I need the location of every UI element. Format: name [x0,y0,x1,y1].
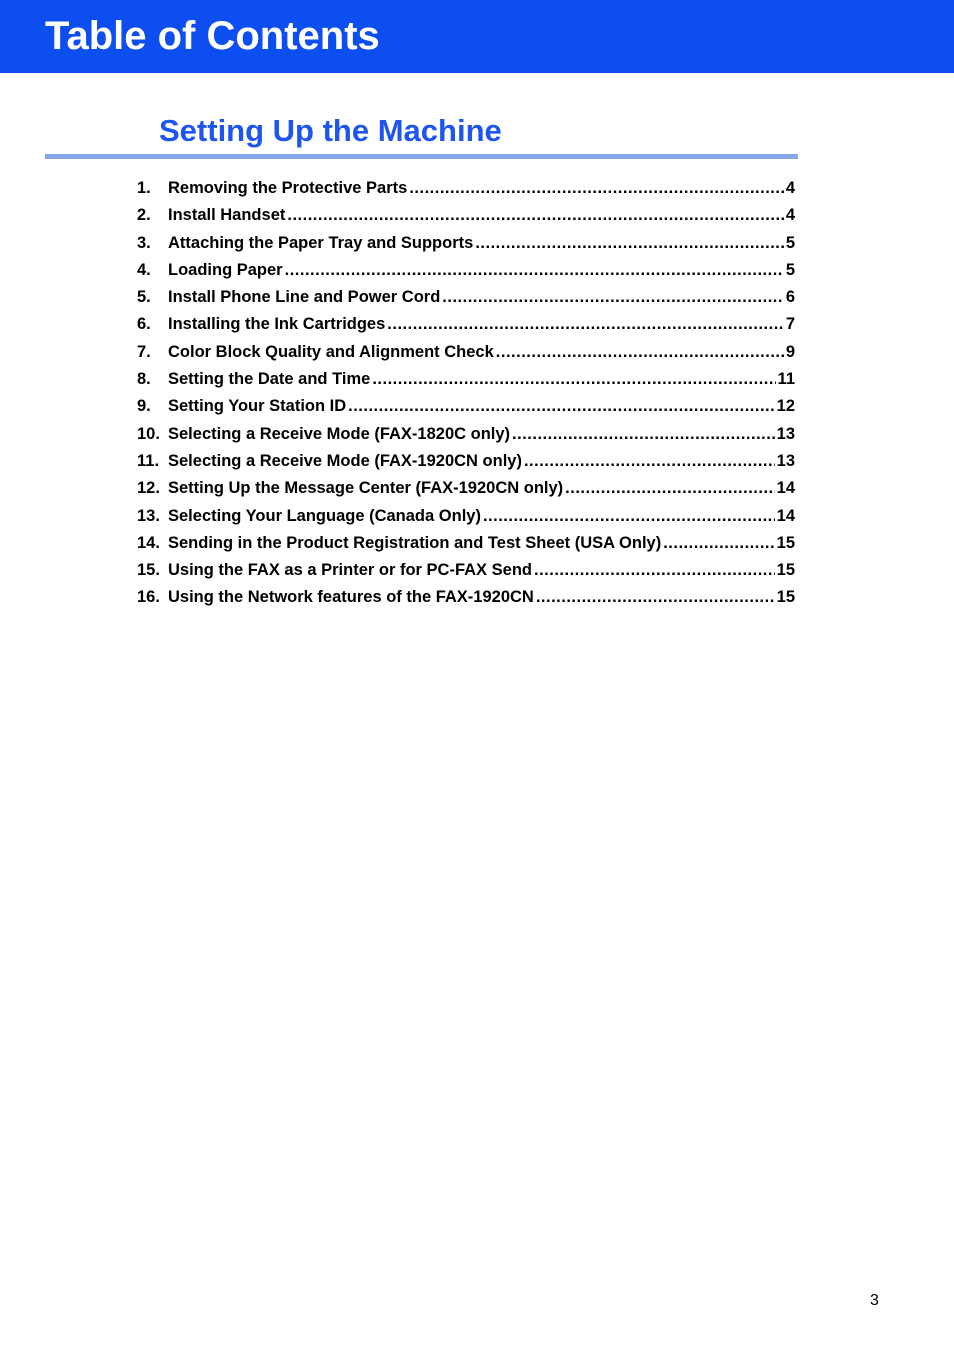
dot-leader [348,393,775,420]
toc-entry-page: 11 [777,370,795,389]
toc-entry-number: 8. [137,370,151,389]
toc-entry-title: Install Handset [168,206,286,225]
toc-entry-number: 15. [137,561,160,580]
toc-entry[interactable] [137,230,795,257]
toc-entry[interactable] [137,339,795,366]
toc-entry-number: 4. [137,260,151,279]
toc-entry-page: 9 [785,342,795,361]
toc-entry[interactable] [137,284,795,311]
dot-leader [483,503,775,530]
dot-leader [534,557,775,584]
toc-entry-title: Selecting a Receive Mode (FAX-1920CN only) [168,451,522,470]
toc-entry[interactable] [137,311,795,338]
toc-entry-number: 11. [137,451,160,470]
toc-entry[interactable] [137,503,795,530]
toc-entry[interactable] [137,175,795,202]
toc-entry-number: 16. [137,588,160,607]
dot-leader [387,311,784,338]
toc-entry-title: Using the Network features of the FAX-1920CN [168,588,534,607]
toc-entry-number: 10. [137,424,160,443]
dot-leader [512,421,775,448]
toc-entry-page: 7 [785,315,795,334]
dot-leader [409,175,783,202]
toc-entry-title: Attaching the Paper Tray and Supports [168,233,474,252]
dot-leader [565,475,774,502]
toc-entry-number: 13. [137,506,160,525]
toc-entry-page: 14 [776,479,795,498]
toc-entry[interactable] [137,393,795,420]
dot-leader [442,284,784,311]
dot-leader [496,339,784,366]
toc-entry-number: 9. [137,397,151,416]
toc-entry-page: 15 [776,561,795,580]
toc-entry-title: Setting the Date and Time [168,370,371,389]
toc-entry[interactable] [137,257,795,284]
toc-entry-title: Sending in the Product Registration and Test Sheet (USA Only) [168,533,662,552]
toc-entry-number: 3. [137,233,151,252]
dot-leader [536,584,775,611]
toc-entry-number: 14. [137,533,160,552]
toc-entry-title: Installing the Ink Cartridges [168,315,386,334]
toc-entry-title: Removing the Protective Parts [168,179,408,197]
toc-entry[interactable] [137,530,795,557]
toc-entry[interactable] [137,421,795,448]
toc-entry-page: 4 [785,179,795,197]
dot-leader [475,230,784,257]
page-number: 3 [870,1292,879,1309]
toc-entry-title: Selecting Your Language (Canada Only) [168,506,481,525]
dot-leader [524,448,775,475]
toc-entry-page: 13 [776,424,795,443]
toc-entry-number: 2. [137,206,151,225]
table-of-contents [137,175,795,612]
toc-entry[interactable] [137,202,795,229]
toc-entry-title: Setting Up the Message Center (FAX-1920CN only) [168,479,564,498]
toc-entry-title: Using the FAX as a Printer or for PC-FAX Send [168,561,532,580]
toc-entry-page: 13 [776,451,795,470]
dot-leader [285,257,784,284]
dot-leader [287,202,783,229]
toc-entry-page: 14 [776,506,795,525]
toc-entry-number: 12. [137,479,160,498]
toc-entry[interactable] [137,584,795,611]
toc-entry-page: 12 [776,397,795,416]
toc-entry[interactable] [137,366,795,393]
toc-entry[interactable] [137,475,795,502]
section-heading: Setting Up the Machine [159,113,502,148]
toc-entry-number: 5. [137,288,151,307]
toc-entry-page: 15 [776,533,795,552]
title-banner [0,0,954,73]
toc-entry-number: 1. [137,179,151,197]
toc-entry-title: Color Block Quality and Alignment Check [168,342,494,361]
section-divider [45,154,798,159]
dot-leader [372,366,775,393]
toc-entry-title: Setting Your Station ID [168,397,347,416]
toc-entry-page: 15 [776,588,795,607]
toc-entry-page: 4 [785,206,795,225]
toc-entry-title: Loading Paper [168,260,283,279]
toc-entry-title: Selecting a Receive Mode (FAX-1820C only) [168,424,511,443]
toc-entry-page: 6 [785,288,795,307]
toc-entry-title: Install Phone Line and Power Cord [168,288,441,307]
toc-entry-number: 6. [137,315,151,334]
toc-entry[interactable] [137,557,795,584]
toc-entry-page: 5 [785,233,795,252]
page-title: Table of Contents [45,14,380,58]
toc-entry-page: 5 [785,260,795,279]
toc-entry-number: 7. [137,342,151,361]
toc-entry[interactable] [137,448,795,475]
dot-leader [663,530,774,557]
